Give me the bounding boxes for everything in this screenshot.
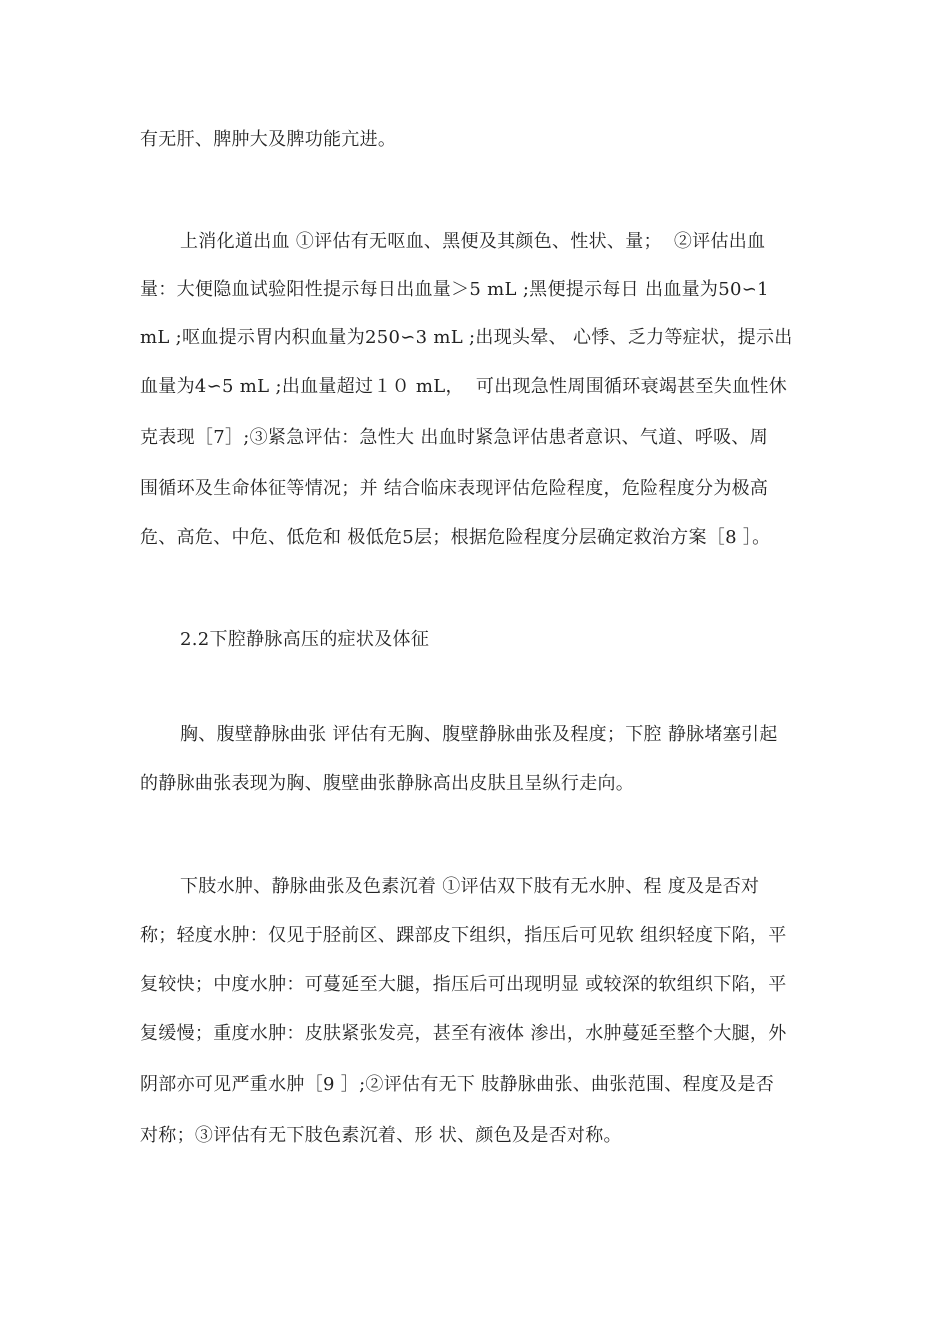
paragraph-2-line-7: 危、高危、中危、低危和 极低危5层；根据危险程度分层确定救治方案［8 ］。 [140, 527, 771, 548]
paragraph-4-line-3: 复较快；中度水肿：可蔓延至大腿，指压后可出现明显 或较深的软组织下陷，平 [140, 974, 787, 995]
paragraph-2-line-5: 克表现［7］;③紧急评估：急性大 出血时紧急评估患者意识、气道、呼吸、周 [140, 427, 769, 448]
paragraph-4-line-5: 阴部亦可见严重水肿［9 ］;②评估有无下 肢静脉曲张、曲张范围、程度及是否 [140, 1074, 775, 1095]
paragraph-3-line-2: 的静脉曲张表现为胸、腹壁曲张静脉高出皮肤且呈纵行走向。 [140, 773, 635, 794]
section-heading: 2.2下腔静脉高压的症状及体征 [180, 629, 430, 650]
paragraph-4-line-6: 对称；③评估有无下肢色素沉着、形 状、颜色及是否对称。 [140, 1125, 622, 1146]
paragraph-4-line-2: 称；轻度水肿：仅见于胫前区、踝部皮下组织，指压后可见软 组织轻度下陷，平 [140, 925, 787, 946]
paragraph-4-line-4: 复缓慢；重度水肿：皮肤紧张发亮，甚至有液体 渗出，水肿蔓延至整个大腿，外 [140, 1023, 787, 1044]
paragraph-2-line-4: 血量为4∽5 mL ;出血量超过１０ mL， 可出现急性周围循环衰竭甚至失血性休 [140, 376, 787, 397]
paragraph-4-line-1: 下肢水肿、静脉曲张及色素沉着 ①评估双下肢有无水肿、程 度及是否对 [180, 876, 760, 897]
paragraph-1-line-1: 有无肝、脾肿大及脾功能亢进。 [140, 129, 397, 150]
paragraph-2-line-2: 量：大便隐血试验阳性提示每日出血量＞5 mL ;黑便提示每日 出血量为50∽1 [140, 279, 769, 300]
paragraph-2-line-6: 围循环及生命体征等情况；并 结合临床表现评估危险程度，危险程度分为极高 [140, 478, 769, 499]
paragraph-3-line-1: 胸、腹壁静脉曲张 评估有无胸、腹壁静脉曲张及程度；下腔 静脉堵塞引起 [180, 724, 778, 745]
paragraph-2-line-1: 上消化道出血 ①评估有无呕血、黑便及其颜色、性状、量； ②评估出血 [180, 231, 766, 252]
paragraph-2-line-3: mL ;呕血提示胃内积血量为250∽3 mL ;出现头晕、 心悸、乏力等症状，提示出 [140, 327, 793, 348]
